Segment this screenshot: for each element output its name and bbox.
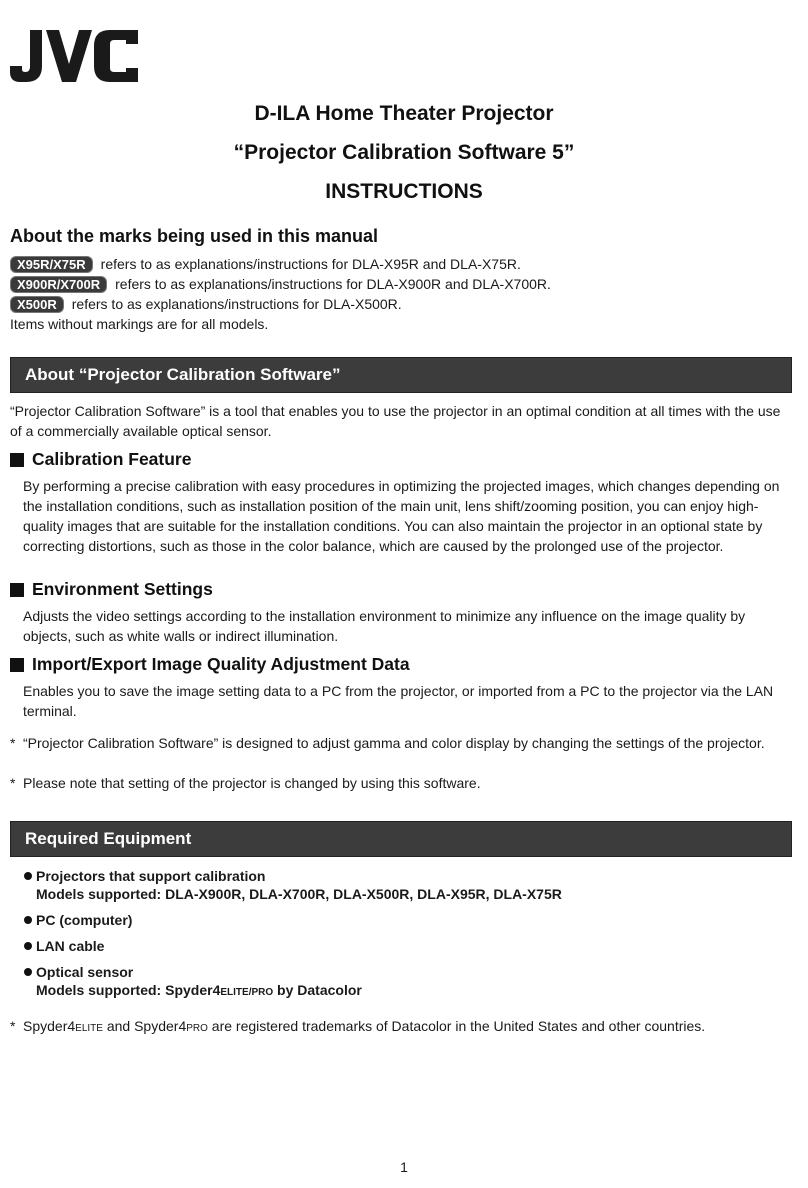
equipment-sub (24, 981, 362, 1002)
square-bullet-icon (10, 583, 24, 597)
import-export-text: Enables you to save the image setting data to a PC from the projector, or imported from a PC to the projector via the LAN terminal. (23, 683, 774, 719)
equipment-item (24, 963, 362, 1002)
marks-list (10, 254, 551, 334)
equipment-item (24, 911, 132, 929)
equipment-label: Optical sensor (36, 964, 134, 980)
heading-text: Calibration Feature (32, 449, 192, 469)
about-intro: “Projector Calibration Software” is a tool that enables you to use the projector in an optimal condition at all times with the use of a commercially available optical sensor. (10, 403, 781, 439)
model-badge: X500R (10, 296, 64, 313)
bullet-icon (24, 916, 32, 924)
equipment-label: PC (computer) (36, 912, 133, 928)
sub-prefix: Models supported: Spyder4 (36, 982, 221, 998)
software-title: “Projector Calibration Software 5” (233, 141, 575, 164)
mark-item (10, 294, 551, 314)
model-badge: X95R/X75R (10, 256, 93, 273)
required-equipment-header: Required Equipment (10, 821, 792, 857)
note-small: PRO (186, 1023, 208, 1034)
mark-item (10, 254, 551, 274)
equipment-item (24, 937, 104, 955)
product-title: D-ILA Home Theater Projector (254, 102, 554, 125)
bullet-icon (24, 872, 32, 880)
environment-settings-heading (10, 579, 213, 600)
note-part: Spyder4 (23, 1018, 76, 1034)
environment-settings-text: Adjusts the video settings according to the installation environment to minimize any influence on the image quality by objects, such as white walls or indirect illumination. (23, 608, 746, 644)
jvc-logo (10, 30, 140, 82)
note-item (10, 733, 792, 753)
sub-small: ELITE/PRO (220, 987, 274, 998)
import-export-heading (10, 654, 410, 675)
sub-suffix: by Datacolor (273, 982, 362, 998)
mark-text: refers to as explanations/instructions for DLA-X95R and DLA-X75R. (100, 256, 521, 272)
mark-item (10, 274, 551, 294)
note-part: and Spyder4 (102, 1018, 187, 1034)
note-small: ELITE (75, 1023, 103, 1034)
equipment-sub: Models supported: DLA-X900R, DLA-X700R, DLA-X500R, DLA-X95R, DLA-X75R (36, 886, 562, 902)
note-item (10, 773, 792, 793)
square-bullet-icon (10, 453, 24, 467)
page-number: 1 (400, 1159, 408, 1175)
heading-text: Import/Export Image Quality Adjustment Data (32, 654, 410, 674)
calibration-feature-text: By performing a precise calibration with easy procedures in optimizing the projected images, which changes depending on the installation conditions, such as installation position of the main unit, lens shift/zooming position, you can enjoy high-quality images that are suitable for the installation conditions. You can also maintain the projector in an optional state by correcting distortions, such as those in the color balance, which are caused by the prolonged use of the projector. (23, 478, 780, 554)
calibration-feature-heading (10, 449, 191, 470)
note-part: are registered trademarks of Datacolor in the United States and other countries. (207, 1018, 706, 1034)
asterisk-icon: * (10, 775, 16, 791)
note-text (23, 1016, 705, 1039)
note-text: “Projector Calibration Software” is designed to adjust gamma and color display by changing the settings of the projector. (23, 735, 765, 751)
mark-text: refers to as explanations/instructions for DLA-X900R and DLA-X700R. (115, 276, 551, 292)
model-badge: X900R/X700R (10, 276, 107, 293)
mark-text: refers to as explanations/instructions for DLA-X500R. (71, 296, 402, 312)
instructions-title: INSTRUCTIONS (325, 180, 483, 203)
heading-text: Environment Settings (32, 579, 213, 599)
equipment-label: LAN cable (36, 938, 105, 954)
equipment-item (24, 867, 562, 903)
marks-footer: Items without markings are for all models. (10, 316, 269, 332)
bullet-icon (24, 968, 32, 976)
square-bullet-icon (10, 658, 24, 672)
marks-heading: About the marks being used in this manual (10, 226, 379, 246)
asterisk-icon: * (10, 1018, 16, 1034)
asterisk-icon: * (10, 735, 16, 751)
bullet-icon (24, 942, 32, 950)
about-section-header: About “Projector Calibration Software” (10, 357, 792, 393)
title-block (0, 94, 808, 211)
equipment-label: Projectors that support calibration (36, 868, 266, 884)
note-text: Please note that setting of the projector is changed by using this software. (23, 775, 481, 791)
trademark-note (10, 1016, 792, 1039)
